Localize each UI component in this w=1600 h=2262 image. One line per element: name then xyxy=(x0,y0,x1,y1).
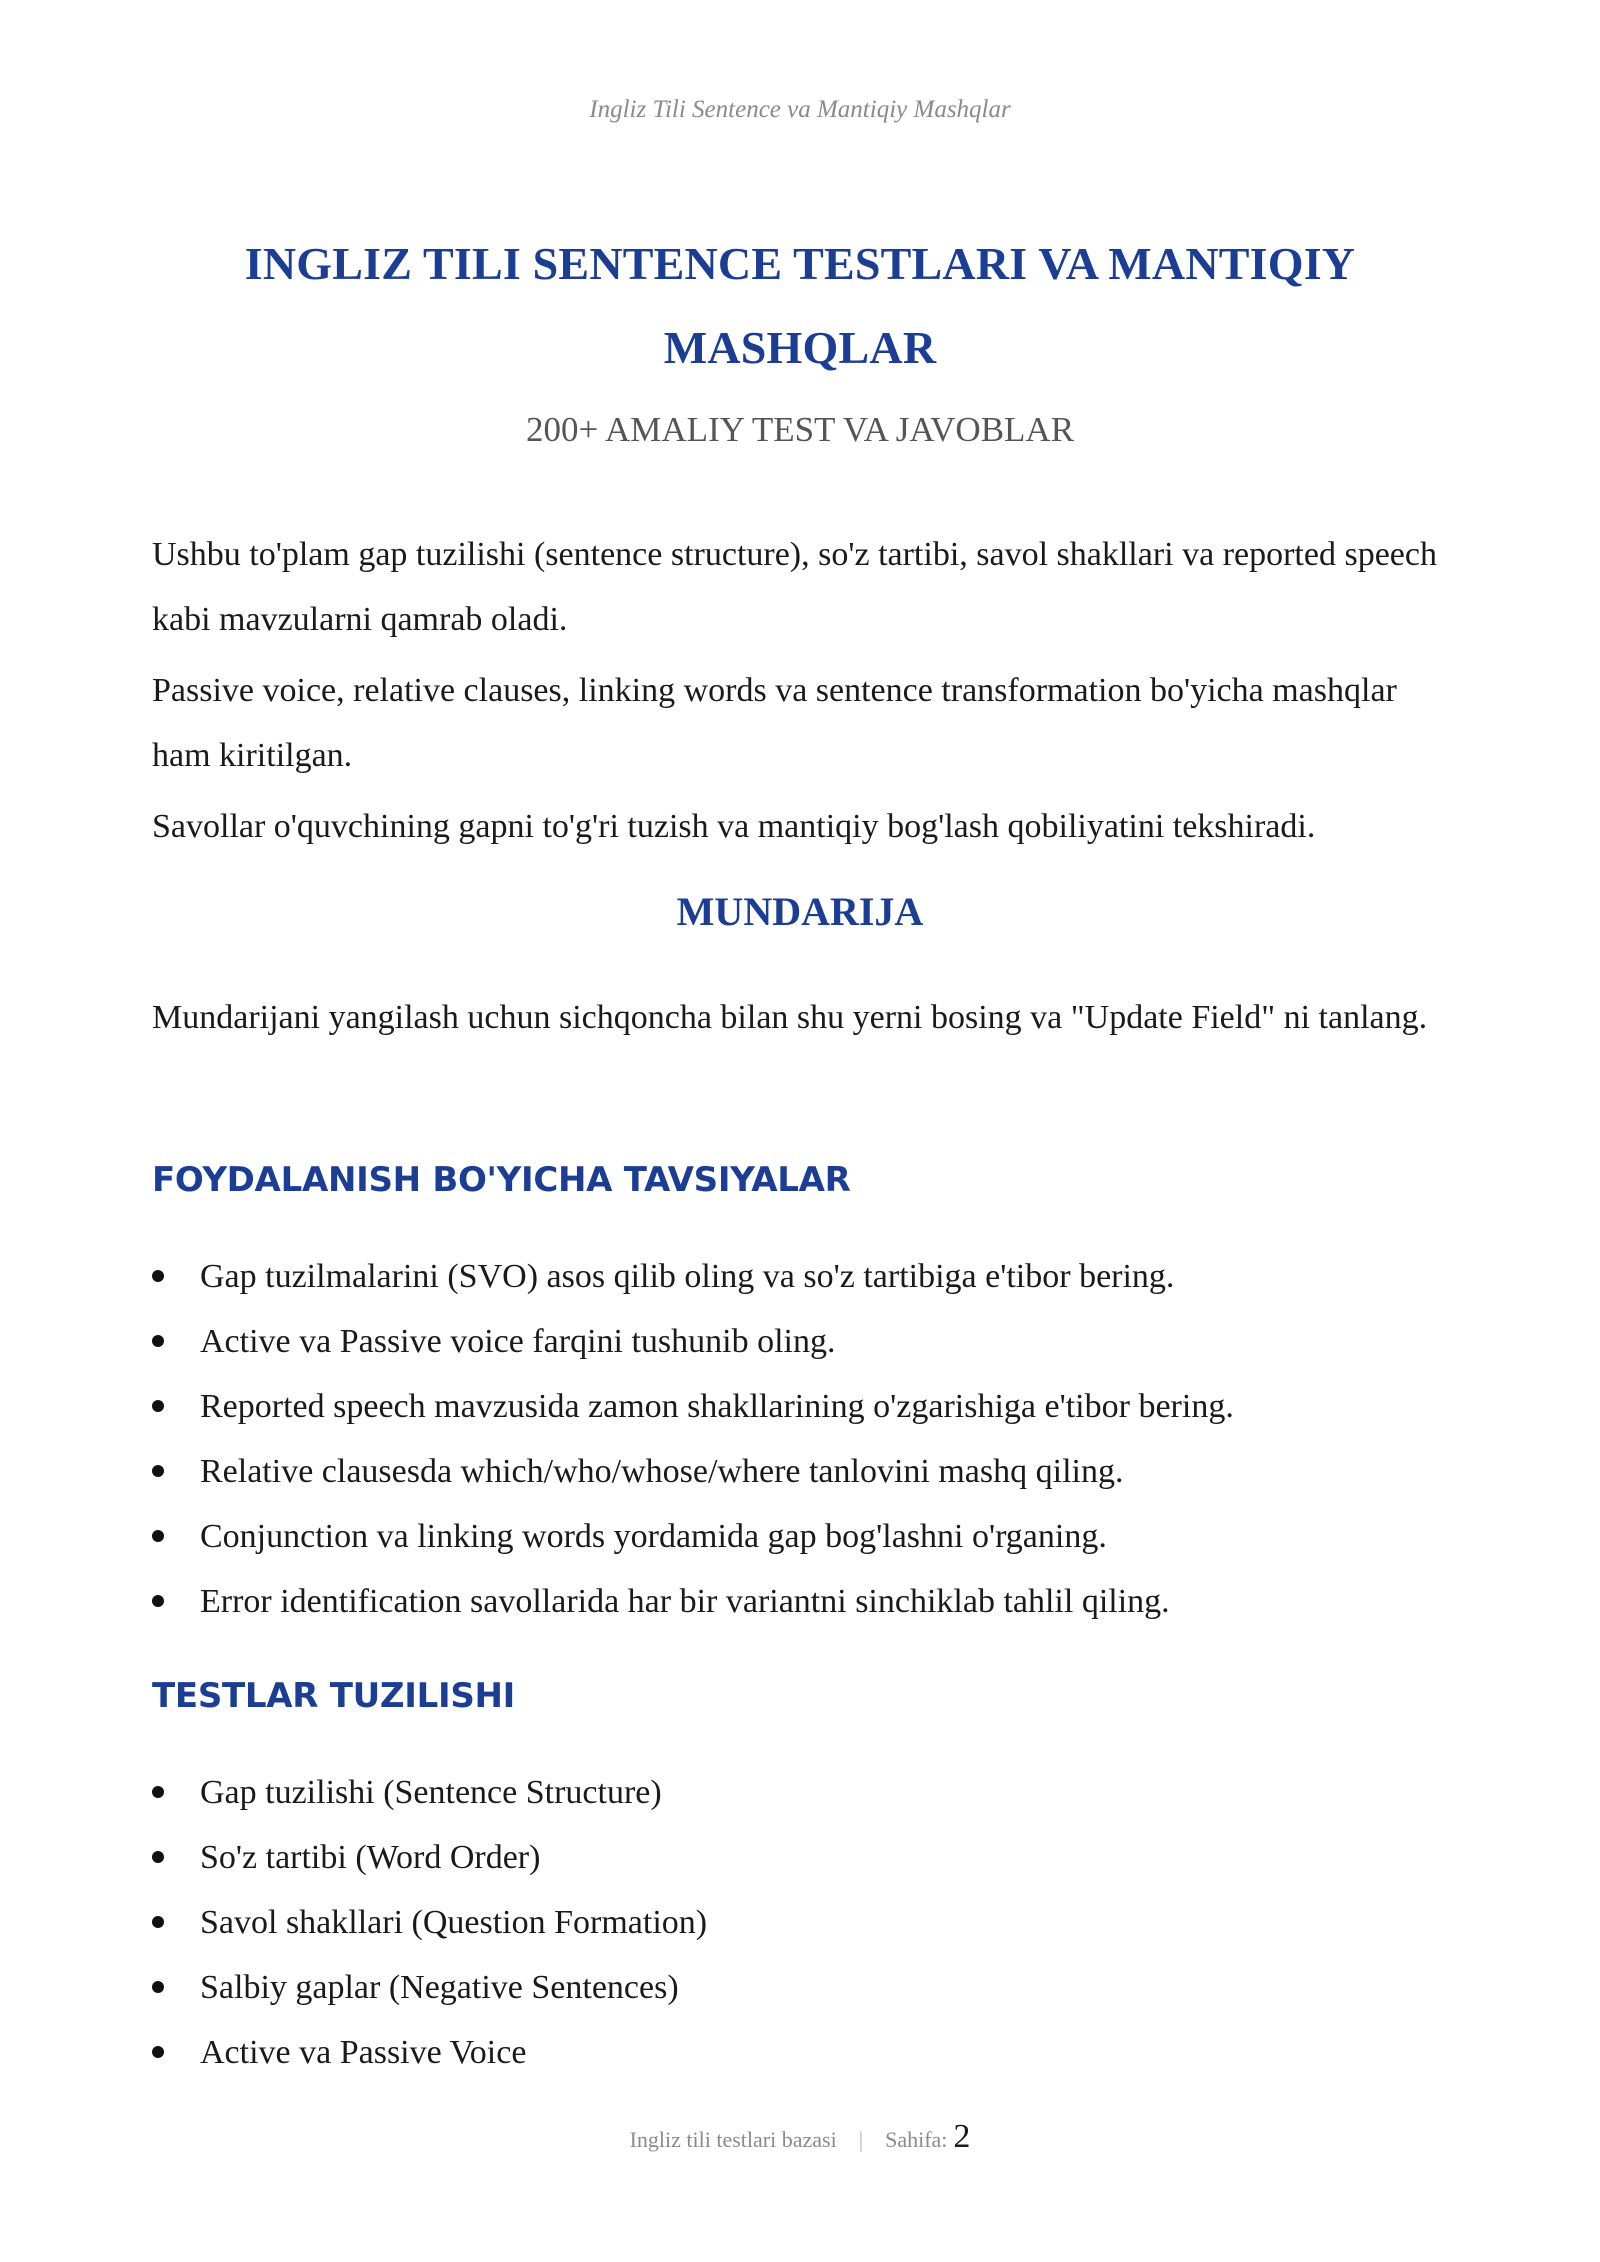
bullet-icon xyxy=(152,1851,164,1863)
list-item xyxy=(152,1244,1452,1309)
list-item-text: Error identification savollarida har bir variantni sinchiklab tahlil qiling. xyxy=(200,1583,1170,1620)
section-heading-testlar-tuzilishi: TESTLAR TUZILISHI xyxy=(152,1676,516,1716)
list-item-text: Active va Passive Voice xyxy=(200,2034,527,2071)
list-item-text: Active va Passive voice farqini tushunib oling. xyxy=(200,1323,836,1360)
list-item xyxy=(152,1374,1452,1439)
section-heading-tavsiyalar: FOYDALANISH BO'YICHA TAVSIYALAR xyxy=(152,1160,851,1200)
list-item xyxy=(152,1825,1452,1890)
bullet-icon xyxy=(152,1465,164,1477)
bullet-icon xyxy=(152,1786,164,1798)
bullet-icon xyxy=(152,2046,164,2058)
list-item-text: Conjunction va linking words yordamida gap bog'lashni o'rganing. xyxy=(200,1518,1107,1555)
page-footer xyxy=(0,2118,1600,2156)
intro-paragraph: Savollar o'quvchining gapni to'g'ri tuzish va mantiqiy bog'lash qobiliyatini tekshiradi. xyxy=(152,808,1316,845)
list-item xyxy=(152,1760,1452,1825)
list-item xyxy=(152,2020,1452,2085)
list-item-text: Savol shakllari (Question Formation) xyxy=(200,1904,708,1941)
page-number: 2 xyxy=(953,2118,971,2155)
bullet-icon xyxy=(152,1981,164,1993)
list-item xyxy=(152,1955,1452,2020)
running-header: Ingliz Tili Sentence va Mantiqiy Mashqlar xyxy=(589,96,1011,123)
list-item-text: Gap tuzilishi (Sentence Structure) xyxy=(200,1774,662,1811)
footer-separator: | xyxy=(858,2127,864,2152)
toc-update-field[interactable]: Mundarijani yangilash uchun sichqoncha bilan shu yerni bosing va "Update Field" ni tanlang. xyxy=(152,999,1428,1036)
list-item xyxy=(152,1890,1452,1955)
bullet-icon xyxy=(152,1270,164,1282)
toc-heading: MUNDARIJA xyxy=(676,889,924,934)
intro-block xyxy=(152,522,1452,865)
list-item xyxy=(152,1569,1452,1634)
document-subtitle: 200+ AMALIY TEST VA JAVOBLAR xyxy=(525,410,1075,449)
bullet-icon xyxy=(152,1595,164,1607)
bullet-icon xyxy=(152,1400,164,1412)
tavsiyalar-list xyxy=(152,1244,1452,1634)
intro-paragraph: Ushbu to'plam gap tuzilishi (sentence structure), so'z tartibi, savol shakllari va reported speech kabi mavzularni qamrab oladi. xyxy=(152,536,1437,638)
list-item-text: Gap tuzilmalarini (SVO) asos qilib oling va so'z tartibiga e'tibor bering. xyxy=(200,1258,1175,1295)
testlar-tuzilishi-list xyxy=(152,1760,1452,2085)
footer-page-label: Sahifa: xyxy=(885,2127,948,2152)
document-title: INGLIZ TILI SENTENCE TESTLARI VA MANTIQIY MASHQLAR xyxy=(244,238,1356,373)
list-item xyxy=(152,1439,1452,1504)
list-item-text: Salbiy gaplar (Negative Sentences) xyxy=(200,1969,679,2006)
bullet-icon xyxy=(152,1335,164,1347)
list-item xyxy=(152,1504,1452,1569)
bullet-icon xyxy=(152,1916,164,1928)
list-item-text: So'z tartibi (Word Order) xyxy=(200,1839,541,1876)
list-item-text: Reported speech mavzusida zamon shakllarining o'zgarishiga e'tibor bering. xyxy=(200,1388,1234,1425)
list-item-text: Relative clausesda which/who/whose/where tanlovini mashq qiling. xyxy=(200,1453,1124,1490)
list-item xyxy=(152,1309,1452,1374)
footer-source: Ingliz tili testlari bazasi xyxy=(629,2127,837,2152)
intro-paragraph: Passive voice, relative clauses, linking words va sentence transformation bo'yicha mashqlar ham kiritilgan. xyxy=(152,672,1397,774)
bullet-icon xyxy=(152,1530,164,1542)
